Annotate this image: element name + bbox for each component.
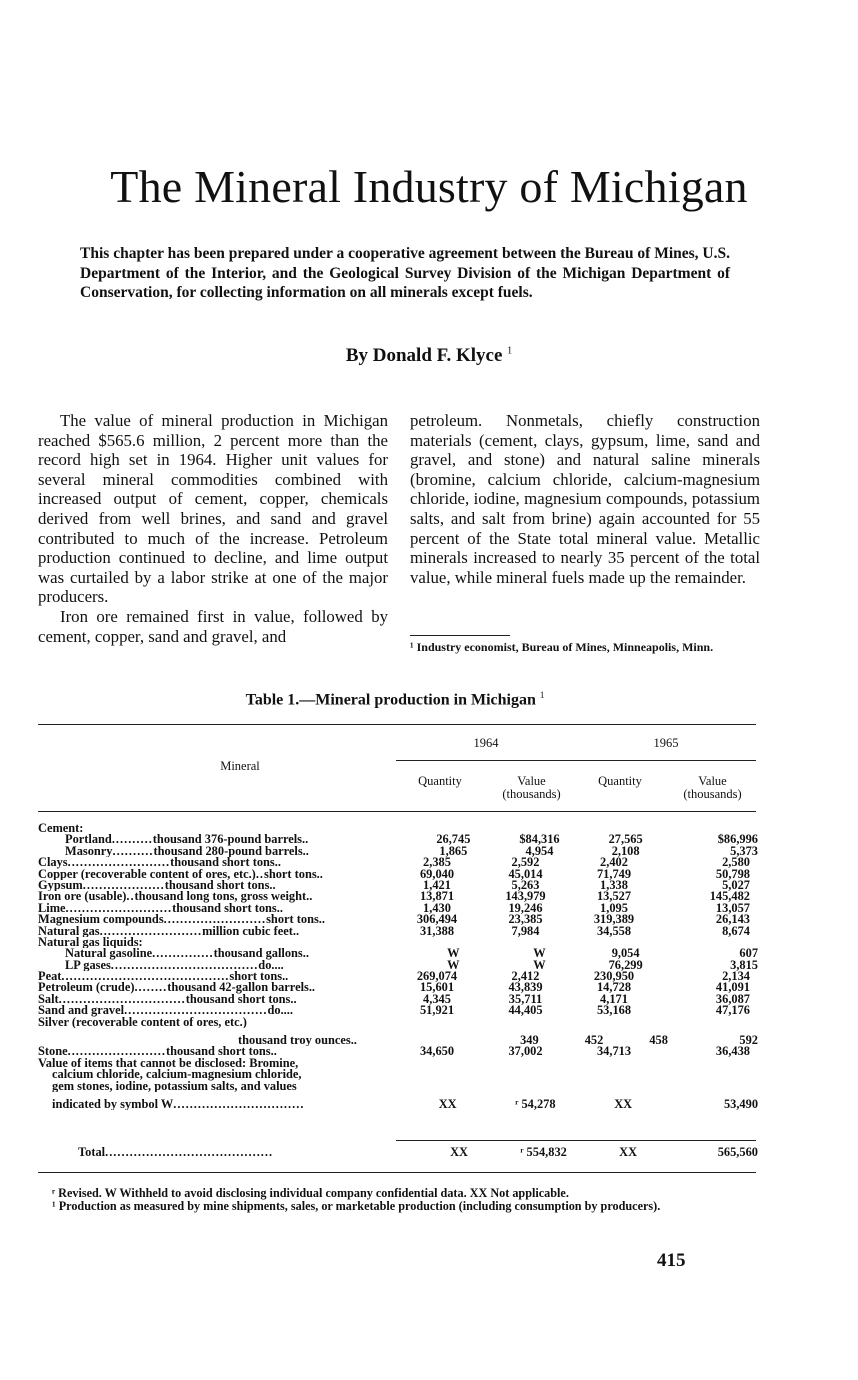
cell-v64: 43,839 xyxy=(508,980,543,995)
table-row xyxy=(38,991,758,1006)
author-footnote: ¹ Industry economist, Bureau of Mines, Minneapolis, Minn. xyxy=(410,640,714,654)
table-row xyxy=(38,1035,758,1046)
cell-q64: 1,865 xyxy=(439,843,468,858)
cell-q65 xyxy=(583,1069,664,1080)
table-year-rule xyxy=(396,760,756,761)
cell-q65: 34,713 xyxy=(596,1044,632,1059)
table-row xyxy=(38,1017,758,1028)
row-label: Portland..........thousand 376-pound barrels.. xyxy=(65,834,309,846)
cell-q64: 69,040 xyxy=(419,866,455,881)
table-caption-text: Table 1.—Mineral production in Michigan xyxy=(245,691,536,709)
cell-v64: 2,592 xyxy=(511,855,540,870)
header-year-1965: 1965 xyxy=(653,736,679,750)
cell-q64: W xyxy=(447,946,460,961)
row-label: Clays.........................thousand short tons.. xyxy=(38,857,281,869)
table-row xyxy=(38,1005,758,1016)
cell-v65 xyxy=(655,937,750,948)
cell-v65: 145,482 xyxy=(709,889,750,904)
row-label: indicated by symbol W................................ xyxy=(52,1098,305,1111)
table-total-rule xyxy=(396,1140,756,1141)
table-note-revised: ʳ Revised. W Withheld to avoid disclosing individual company confidential data. XX Not applicable. xyxy=(52,1186,569,1200)
cell-q65 xyxy=(573,1017,655,1028)
cell-q64: 2,385 xyxy=(423,855,451,870)
cell-q65: 230,950 xyxy=(593,969,635,984)
row-label: Natural gas liquids: xyxy=(38,936,143,949)
cell-v65 xyxy=(664,1069,758,1080)
cell-v64: 4,954 xyxy=(525,843,554,858)
header-mineral: Mineral xyxy=(220,759,260,773)
cell-q64: 13,871 xyxy=(419,889,455,904)
cell-v64 xyxy=(478,937,573,948)
cell-q64: 31,388 xyxy=(419,923,455,938)
row-label: Value of items that cannot be disclosed: Bromine, xyxy=(38,1057,299,1070)
cell-v64: 45,014 xyxy=(508,866,543,881)
table-caption-mark: 1 xyxy=(539,690,545,700)
cell-q64 xyxy=(396,937,478,948)
cell-q65: 1,338 xyxy=(600,877,628,892)
cell-v65: 41,091 xyxy=(715,980,750,995)
table-body xyxy=(38,823,758,1110)
row-label: Magnesium compounds.........................short tons.. xyxy=(38,914,325,926)
footnote-rule xyxy=(410,635,510,636)
row-label: Salt...............................thousand short tons.. xyxy=(38,993,297,1006)
body-column-right xyxy=(410,411,760,587)
cell-q64: 51,921 xyxy=(419,1003,455,1018)
author-footnote-mark: 1 xyxy=(507,345,513,357)
row-label: Petroleum (crude)........thousand 42-gallon barrels.. xyxy=(38,982,316,994)
cell-q64: 15,601 xyxy=(419,980,455,995)
table-row xyxy=(38,914,758,925)
cell-v64 xyxy=(488,1081,582,1092)
table-row xyxy=(38,1081,758,1092)
cell-v65: 565,560 xyxy=(717,1145,758,1159)
table-total-row xyxy=(38,1147,758,1158)
cell-v65: 607 xyxy=(739,946,759,961)
cell-v64: 37,002 xyxy=(508,1044,543,1059)
cell-q65 xyxy=(573,1058,655,1069)
table-note-1: ¹ Production as measured by mine shipments, sales, or marketable production (including consumption by producers). xyxy=(52,1198,661,1213)
row-label: Iron ore (usable)..thousand long tons, gross weight.. xyxy=(38,891,313,903)
row-label: Masonry..........thousand 280-pound barrels.. xyxy=(65,845,309,858)
row-label: Total......................................... xyxy=(78,1147,274,1159)
table-row xyxy=(38,891,758,902)
header-year-1964: 1964 xyxy=(473,736,499,750)
table-row xyxy=(38,957,759,972)
cell-v65: 592 xyxy=(739,1033,758,1048)
cell-v64: $84,316 xyxy=(519,832,560,847)
cell-q65: 9,054 xyxy=(611,946,640,961)
page-number: 415 xyxy=(657,1250,686,1271)
cell-q65: 2,402 xyxy=(600,855,628,870)
cell-q64: 26,745 xyxy=(436,832,471,847)
cell-q65: 34,558 xyxy=(596,923,632,938)
row-label: calcium chloride, calcium-magnesium chloride, xyxy=(52,1069,302,1081)
cell-q65: XX xyxy=(614,1096,633,1111)
table-row xyxy=(38,900,758,915)
table-row xyxy=(38,971,758,982)
cell-q64: 34,650 xyxy=(419,1044,455,1059)
row-label: Silver (recoverable content of ores, etc.) xyxy=(38,1016,247,1029)
table-row xyxy=(38,1069,758,1080)
cell-q64: 349 xyxy=(520,1033,539,1048)
table-row xyxy=(38,923,758,938)
cell-q65: 1,095 xyxy=(600,900,628,915)
table-header-rule xyxy=(38,811,756,812)
body-paragraph-1: The value of mineral production in Michigan reached $565.6 million, 2 percent more than the record high set in 1964. Higher unit values for several mineral commodities combined with increased output of cement, copper, chemicals derived from well brines, and sand and gravel contributed to much of the increase. Petroleum production continued to decline, and lime output was curtailed by a labor strike at one of the major producers. xyxy=(38,411,388,607)
cell-v64: 23,385 xyxy=(508,912,543,927)
cell-v65: 53,490 xyxy=(723,1096,759,1111)
table-row xyxy=(38,834,758,845)
cell-q64 xyxy=(396,1017,478,1028)
table-total xyxy=(38,1147,758,1158)
header-value-1964 xyxy=(484,775,579,801)
cell-v65: 2,580 xyxy=(722,855,750,870)
cell-v64: W xyxy=(533,946,546,961)
table-row xyxy=(38,1058,758,1069)
body-column-left xyxy=(38,411,388,646)
author-name: By Donald F. Klyce xyxy=(345,345,503,366)
cell-v64: 5,263 xyxy=(511,877,540,892)
cell-q65: 2,108 xyxy=(611,843,640,858)
row-label: Natural gas.........................million cubic feet.. xyxy=(38,925,300,937)
cell-q64 xyxy=(407,1081,488,1092)
cell-v65: 47,176 xyxy=(715,1003,750,1018)
cell-v64: ʳ 54,278 xyxy=(515,1096,556,1111)
table-row xyxy=(38,866,758,881)
cell-v65: 50,798 xyxy=(715,866,750,881)
table-bottom-rule xyxy=(38,1172,756,1173)
body-paragraph-2-end: petroleum. Nonmetals, chiefly construction materials (cement, clays, gypsum, lime, sand and gravel, and stone) and natural saline minerals (bromine, calcium chloride, calcium-magnesium chloride, iodine, magnesium compounds, potassium salts, and salt from brine) again accounted for 55 percent of the State total mineral value. Metallic minerals increased to nearly 35 percent of the total value, while mineral fuels made up the remainder. xyxy=(410,411,760,587)
cell-v64: 143,979 xyxy=(505,889,546,904)
cell-q64: 306,494 xyxy=(416,912,458,927)
cell-v64: 7,984 xyxy=(511,923,540,938)
cell-v65: 2,134 xyxy=(722,969,750,984)
cell-v65 xyxy=(655,1017,750,1028)
chapter-title: The Mineral Industry of Michigan xyxy=(110,161,748,212)
table-caption xyxy=(0,690,790,709)
cell-q64: 1,421 xyxy=(423,877,451,892)
row-label: Lime..........................thousand short tons.. xyxy=(38,902,283,915)
row-label: Peat.........................................short tons.. xyxy=(38,971,289,983)
cell-q65: 458 xyxy=(649,1033,668,1048)
table-row xyxy=(38,1096,759,1111)
header-value-unit: (thousands) xyxy=(683,787,742,801)
cell-v65: 8,674 xyxy=(722,923,750,938)
cell-v65 xyxy=(664,1081,758,1092)
cell-v65: 5,027 xyxy=(722,877,750,892)
table-row xyxy=(38,1046,758,1057)
row-label: Cement: xyxy=(38,823,84,835)
cell-v65: $86,996 xyxy=(717,832,759,847)
header-quantity-1965: Quantity xyxy=(598,774,642,788)
cell-q65: 13,527 xyxy=(596,889,632,904)
table-row xyxy=(38,982,758,993)
cell-v64 xyxy=(478,1058,573,1069)
row-label: LP gases....................................do.... xyxy=(65,959,284,972)
cell-q64: 269,074 xyxy=(416,969,458,984)
row-label: Stone........................thousand short tons.. xyxy=(38,1046,277,1058)
cell-q65 xyxy=(583,1081,664,1092)
row-label: thousand troy ounces.. xyxy=(238,1035,357,1047)
cell-v64: 452 xyxy=(584,1033,604,1048)
cell-v65: 26,143 xyxy=(715,912,750,927)
table-row xyxy=(38,857,758,868)
table-row xyxy=(38,823,758,834)
cell-q65: 4,171 xyxy=(600,991,628,1006)
table-row xyxy=(38,937,758,948)
author-byline xyxy=(0,345,858,367)
table-notes xyxy=(38,1187,754,1212)
header-quantity-1964: Quantity xyxy=(418,774,462,788)
header-value-1965 xyxy=(665,775,760,801)
cell-v65 xyxy=(655,1058,750,1069)
cell-v64 xyxy=(488,1069,582,1080)
cell-q64: XX xyxy=(438,1096,457,1111)
cell-q65: 76,299 xyxy=(608,957,643,972)
header-value-unit: (thousands) xyxy=(502,787,561,801)
cell-v64: W xyxy=(533,957,546,972)
cell-q65: 71,749 xyxy=(596,866,632,881)
preface-note: This chapter has been prepared under a cooperative agreement between the Bureau of Mines, U.S. Department of the Interior, and the Geological Survey Division of the Michigan Department of Conservation, for collecting information on all minerals except fuels. xyxy=(80,245,730,301)
cell-q65: 27,565 xyxy=(608,832,643,847)
cell-v64 xyxy=(478,1017,573,1028)
cell-q65: 14,728 xyxy=(596,980,632,995)
cell-q65: 53,168 xyxy=(596,1003,632,1018)
table-row xyxy=(38,843,759,858)
row-label: Gypsum....................thousand short tons.. xyxy=(38,879,276,892)
row-label: Copper (recoverable content of ores, etc.)..short tons.. xyxy=(38,868,323,880)
cell-q64: XX xyxy=(450,1145,469,1159)
row-label: Natural gasoline...............thousand gallons.. xyxy=(65,948,309,960)
cell-v64: ʳ 554,832 xyxy=(520,1145,567,1159)
cell-v64: 35,711 xyxy=(508,991,543,1006)
body-paragraph-2-start: Iron ore remained first in value, followed by cement, copper, sand and gravel, and xyxy=(38,606,388,646)
table-row xyxy=(38,948,758,959)
cell-v65: 3,815 xyxy=(730,957,759,972)
cell-v65: 13,057 xyxy=(715,900,750,915)
cell-v65: 36,087 xyxy=(715,991,750,1006)
cell-q64 xyxy=(407,1069,488,1080)
header-value-label: Value xyxy=(517,774,546,788)
cell-v64: 19,246 xyxy=(508,900,543,915)
cell-q64: 4,345 xyxy=(423,991,451,1006)
header-value-label: Value xyxy=(698,774,727,788)
table-row xyxy=(38,877,758,892)
cell-v64: 2,412 xyxy=(511,969,540,984)
cell-q65: XX xyxy=(619,1145,638,1159)
cell-q64: 1,430 xyxy=(423,900,451,915)
row-label: Sand and gravel...................................do.... xyxy=(38,1005,293,1017)
row-label: gem stones, iodine, potassium salts, and values xyxy=(52,1080,297,1092)
cell-q64 xyxy=(396,1058,478,1069)
cell-v65: 36,438 xyxy=(715,1044,750,1059)
cell-v65: 5,373 xyxy=(730,843,759,858)
table-top-rule xyxy=(38,724,756,725)
cell-v64: 44,405 xyxy=(508,1003,543,1018)
cell-q64: W xyxy=(447,957,460,972)
cell-q65: 319,389 xyxy=(593,912,635,927)
